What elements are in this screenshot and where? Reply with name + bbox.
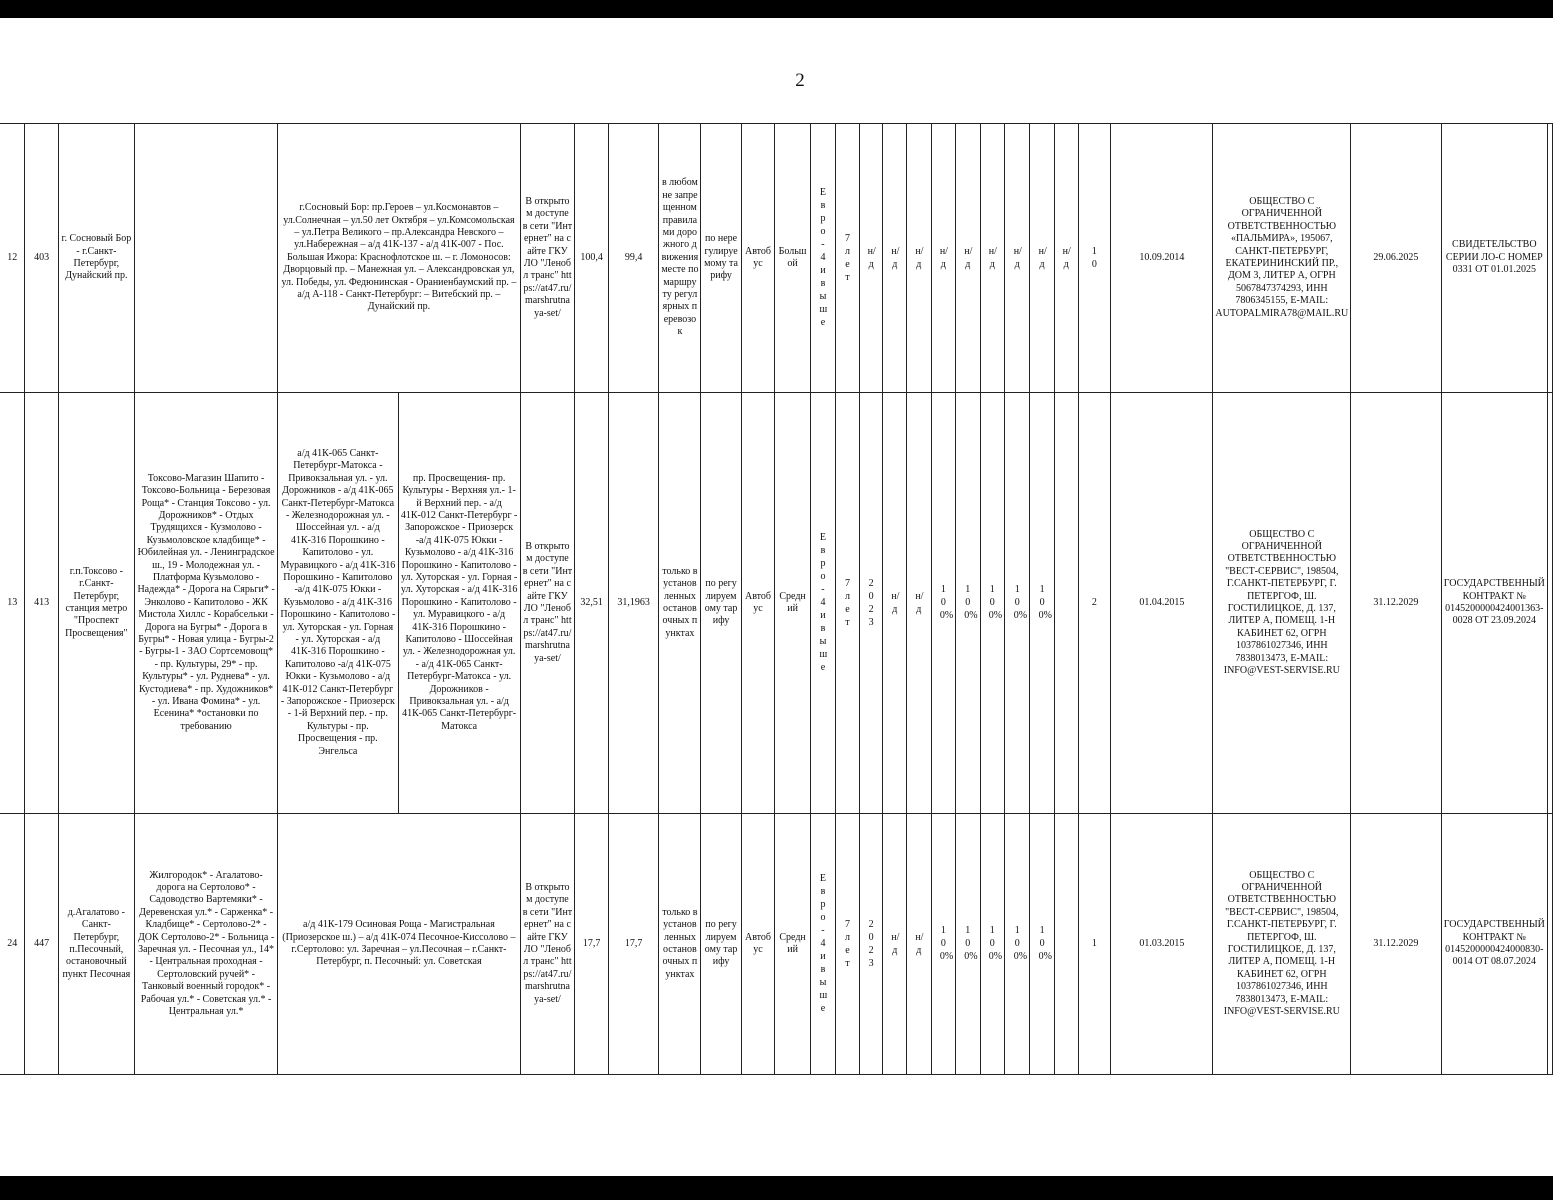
cell-start-date: 01.04.2015	[1111, 393, 1213, 814]
count-8-text: 100%	[1038, 925, 1052, 963]
cell-max-age	[836, 393, 860, 814]
eco-class-text: Евро-4 и выше	[819, 532, 828, 674]
cell-eco-class	[810, 124, 835, 393]
cell-length-forward: 100,4	[575, 124, 609, 393]
cell-empty	[1548, 393, 1553, 814]
cell-count-7	[1005, 393, 1030, 814]
cell-end-date: 31.12.2029	[1351, 393, 1441, 814]
cell-count-8	[1030, 124, 1054, 393]
cell-count-8	[1030, 814, 1054, 1075]
cell-count-5	[956, 393, 980, 814]
cell-count-7	[1005, 814, 1030, 1075]
cell-end-date: 29.06.2025	[1351, 124, 1441, 393]
cell-document: ГОСУДАРСТВЕННЫЙ КОНТРАКТ № 0145200000424001363-0028 ОТ 23.09.2024	[1441, 393, 1547, 814]
cell-vehicle-class: Средний	[775, 814, 810, 1075]
count-6-text: н/д	[988, 245, 997, 270]
count-4-text: 100%	[939, 925, 954, 963]
cell-length-back: 31,1963	[608, 393, 658, 814]
cell-route-name: д.Агалатово - Санкт-Петербург, п.Песочный, остановочный пункт Песочная	[58, 814, 134, 1075]
cell-length-back: 17,7	[608, 814, 658, 1075]
count-5-text: н/д	[964, 245, 973, 270]
cell-count-5	[956, 814, 980, 1075]
max-age-text: 7 лет	[844, 232, 850, 283]
cell-count-3	[907, 393, 931, 814]
count-5-text: 100%	[964, 925, 978, 963]
cell-vehicle-count	[1078, 124, 1111, 393]
cell-streets: г.Сосновый Бор: пр.Героев – ул.Космонавтов – ул.Солнечная – ул.50 лет Октября – ул.Комсомольская – ул.Петра Великого – пр.Александра Невского – ул.Набережная – а/д 41К-137 - а/д 41К-007 - Пос. Большая Ижора: Краснофлотское ш. – г. Ломоносов: Дворцовый пр. – Манежная ул. – Александровская ул, ул. Победы, ул. Федюнинская - Ораниенбаумский пр. – а/д А-118 - Санкт-Петербург: – Витебский пр. – Дунайский пр.	[278, 124, 521, 393]
cell-count-6	[980, 814, 1004, 1075]
cell-vehicle-type: Автобус	[741, 814, 775, 1075]
cell-length-forward: 32,51	[575, 393, 609, 814]
count-2-text: н/д	[891, 931, 900, 956]
cell-carrier: ОБЩЕСТВО С ОГРАНИЧЕННОЙ ОТВЕТСТВЕННОСТЬЮ "ВЕСТ-СЕРВИС", 198504, Г.САНКТ-ПЕТЕРБУРГ, Г. ПЕТЕРГОФ, Ш. ГОСТИЛИЦКОЕ, Д. 137, ЛИТЕР А, ПОМЕЩ. 1-Н КАБИНЕТ 62, ОГРН 1037861027346, ИНН 7838013473, E-MAIL: INFO@VEST-SERVISE.RU	[1213, 393, 1351, 814]
eco-class-text: Евро-4 и выше	[819, 187, 828, 329]
cell-count-2	[883, 814, 907, 1075]
cell-tariff: по нерегулируемому тарифу	[701, 124, 741, 393]
max-age-text: 7 лет	[844, 918, 850, 969]
cell-start-date: 01.03.2015	[1111, 814, 1213, 1075]
count-3-text: н/д	[915, 245, 924, 270]
cell-count-8	[1030, 393, 1054, 814]
cell-num: 13	[0, 393, 25, 814]
cell-count-4	[931, 814, 955, 1075]
cell-document: ГОСУДАРСТВЕННЫЙ КОНТРАКТ № 0145200000424000830-0014 ОТ 08.07.2024	[1441, 814, 1547, 1075]
vehicle-count-text: 1	[1091, 938, 1097, 950]
cell-length-forward: 17,7	[575, 814, 609, 1075]
cell-vehicle-count	[1078, 393, 1111, 814]
count-2-text: н/д	[891, 590, 900, 615]
count-3-text: н/д	[915, 931, 924, 956]
count-5-text: 100%	[964, 584, 978, 622]
cell-count-4	[931, 124, 955, 393]
count-1-text: н/д	[867, 245, 876, 270]
cell-count-2	[883, 393, 907, 814]
count-8-text: н/д	[1038, 245, 1047, 270]
cell-length-back: 99,4	[608, 124, 658, 393]
cell-schedule: В открытом доступе в сети "Интернет" на сайте ГКУ ЛО "Ленобл транс" https://at47.ru/marshrutnaya-set/	[520, 814, 575, 1075]
cell-max-age	[836, 124, 860, 393]
cell-count-6	[980, 393, 1004, 814]
cell-reg-number: 413	[25, 393, 58, 814]
max-age-text: 7 лет	[844, 577, 850, 628]
count-4-text: 100%	[939, 584, 954, 622]
cell-count-9	[1054, 814, 1078, 1075]
cell-eco-class	[810, 814, 835, 1075]
cell-tariff: по регулируемому тарифу	[701, 814, 741, 1075]
page-number: 2	[795, 70, 805, 91]
cell-max-age	[836, 814, 860, 1075]
cell-count-1	[859, 124, 883, 393]
cell-boarding: только в установленных остановочных пунктах	[659, 814, 701, 1075]
cell-vehicle-count	[1078, 814, 1111, 1075]
cell-vehicle-type: Автобус	[741, 393, 775, 814]
cell-end-date: 31.12.2029	[1351, 814, 1441, 1075]
cell-boarding: в любом не запрещенном правилами дорожного движения месте по маршруту регулярных перевозок	[659, 124, 701, 393]
eco-class-text: Евро-4 и выше	[819, 873, 828, 1015]
cell-count-3	[907, 814, 931, 1075]
cell-count-9	[1054, 393, 1078, 814]
cell-num: 12	[0, 124, 25, 393]
cell-vehicle-class: Большой	[775, 124, 810, 393]
cell-reg-number: 447	[25, 814, 58, 1075]
cell-tariff: по регулируемому тарифу	[701, 393, 741, 814]
scan-border-top	[0, 0, 1553, 18]
cell-vehicle-class: Средний	[775, 393, 810, 814]
count-7-text: 100%	[1013, 584, 1028, 622]
cell-start-date: 10.09.2014	[1111, 124, 1213, 393]
cell-empty	[1548, 814, 1553, 1075]
count-3-text: н/д	[915, 590, 924, 615]
cell-count-5	[956, 124, 980, 393]
cell-count-7	[1005, 124, 1030, 393]
cell-stops: Жилгородок* - Агалатово-дорога на Сертолово* - Садоводство Вартемяки* - Деревенская ул.* - Сарженка* - Кладбище* - Сертолово-2* - ДОК Сертолово-2* - Больница - Заречная ул. - Песочная ул., 14* - Центральная проходная - Сертоловский ручей* - Танковый военный городок* - Рабочая ул.* - Советская ул.* - Центральная ул.*	[134, 814, 277, 1075]
cell-reg-number: 403	[25, 124, 58, 393]
cell-count-9	[1054, 124, 1078, 393]
cell-carrier: ОБЩЕСТВО С ОГРАНИЧЕННОЙ ОТВЕТСТВЕННОСТЬЮ "ВЕСТ-СЕРВИС", 198504, Г.САНКТ-ПЕТЕРБУРГ, Г. ПЕТЕРГОФ, Ш. ГОСТИЛИЦКОЕ, Д. 137, ЛИТЕР А, ПОМЕЩ. 1-Н КАБИНЕТ 62, ОГРН 1037861027346, ИНН 7838013473, E-MAIL: INFO@VEST-SERVISE.RU	[1213, 814, 1351, 1075]
cell-streets-reverse: пр. Просвещения- пр. Культуры - Верхняя ул.- 1-й Верхний пер. - а/д 41К-012 Санкт-Петербург - Запорожское - Приозерск -а/д 41К-075 Юкки - Кузьмолово - а/д 41К-316 Порошкино - Капитолово - ул. Хуторская - ул. Горная - ул. Хуторская - а/д 41К-316 Порошкино - Капитолово - ул. Муравицкого - а/д 41К-316 Порошкино - Капитолово - Шоссейная ул. - Железнодорожная ул. - а/д 41К-065 Санкт-Петербург-Матокса - ул. Дорожников - Привокзальная ул. - а/д 41К-065 Санкт-Петербург-Матокса	[398, 393, 520, 814]
count-4-text: н/д	[939, 245, 948, 270]
cell-eco-class	[810, 393, 835, 814]
cell-count-3	[907, 124, 931, 393]
cell-stops	[134, 124, 277, 393]
table-row	[0, 124, 1553, 393]
cell-count-6	[980, 124, 1004, 393]
cell-carrier: ОБЩЕСТВО С ОГРАНИЧЕННОЙ ОТВЕТСТВЕННОСТЬЮ «ПАЛЬМИРА», 195067, САНКТ-ПЕТЕРБУРГ, ЕКАТЕРИНИНСКИЙ ПР., ДОМ 3, ЛИТЕР А, ОГРН 5067847374293, ИНН 7806345155, E-MAIL: AUTOPALMIRA78@MAIL.RU	[1213, 124, 1351, 393]
scan-border-bottom	[0, 1176, 1553, 1200]
count-8-text: 100%	[1038, 584, 1052, 622]
cell-schedule: В открытом доступе в сети "Интернет" на сайте ГКУ ЛО "Ленобл транс" https://at47.ru/marshrutnaya-set/	[520, 393, 575, 814]
table-row	[0, 814, 1553, 1075]
table-row	[0, 393, 1553, 814]
cell-count-1	[859, 393, 883, 814]
cell-document: СВИДЕТЕЛЬСТВО СЕРИИ ЛО-С НОМЕР 0331 ОТ 01.01.2025	[1441, 124, 1547, 393]
cell-count-4	[931, 393, 955, 814]
count-6-text: 100%	[988, 925, 1003, 963]
cell-boarding: только в установленных остановочных пунктах	[659, 393, 701, 814]
routes-table	[0, 123, 1553, 1075]
cell-count-1	[859, 814, 883, 1075]
cell-num: 24	[0, 814, 25, 1075]
vehicle-count-text: 2	[1091, 597, 1097, 609]
count-9-text: н/д	[1062, 245, 1071, 270]
cell-route-name: г.п.Токсово - г.Санкт-Петербург, станция метро "Проспект Просвещения"	[58, 393, 134, 814]
cell-count-2	[883, 124, 907, 393]
cell-schedule: В открытом доступе в сети "Интернет" на сайте ГКУ ЛО "Ленобл транс" https://at47.ru/marshrutnaya-set/	[520, 124, 575, 393]
cell-streets: а/д 41К-179 Осиновая Роща - Магистральная (Приозерское ш.) – а/д 41К-074 Песочное-Киссолово – г.Сертолово: ул. Заречная – ул.Песочная – г.Санкт-Петербург, п. Песочный: ул. Советская	[278, 814, 521, 1075]
count-7-text: н/д	[1013, 245, 1022, 270]
cell-stops: Токсово-Магазин Шапито - Токсово-Больница - Березовая Роща* - Станция Токсово - ул. Дорожников* - Отдых Трудящихся - Кузмолово - Кузьмоловское кладбище* - Юбилейная ул. - Ленинградское ш., 19 - Молодежная ул. - Платформа Кузьмолово - Надежда* - Дорога на Сярьги* - Энколово - Капитолово - ЖК Мистола Хиллс - Корабсельки - Дорога на Бугры* - Дорога в Бугры* - Новая улица - Бугры-2 - Бугры-1 - ЗАО Сортсемовощ* - пр. Культуры, 29* - пр. Культуры* - ул. Руднева* - ул. Кустодиева* - пр. Художников* - ул. Ивана Фомина* - ул. Есенина* *остановки по требованию	[134, 393, 277, 814]
cell-vehicle-type: Автобус	[741, 124, 775, 393]
count-6-text: 100%	[988, 584, 1003, 622]
count-1-text: 2023	[868, 577, 874, 628]
count-7-text: 100%	[1013, 925, 1028, 963]
cell-route-name: г. Сосновый Бор - г.Санкт-Петербург, Дунайский пр.	[58, 124, 134, 393]
vehicle-count-text: 10	[1091, 245, 1097, 270]
cell-streets: а/д 41К-065 Санкт-Петербург-Матокса - Привокзальная ул. - ул. Дорожников - а/д 41К-065 Санкт-Петербург-Матокса - Железнодорожная ул. - Шоссейная ул. - а/д 41К-316 Порошкино - Капитолово - ул. Муравицкого - а/д 41К-316 Порошкино - Капитолово -а/д 41К-075 Юкки - Кузьмолово - а/д 41К-316 Порошкино - Капитолово - ул. Хуторская - ул. Горная - ул. Хуторская - а/д 41К-316 Порошкино - Капитолово -а/д 41К-075 Юкки - Кузьмолово - а/д 41К-012 Санкт-Петербург - Запорожское - Приозерск - 1-й Верхний пер. - пр. Культуры - пр. Просвещения - пр. Энгельса	[278, 393, 398, 814]
cell-empty	[1548, 124, 1553, 393]
count-1-text: 2023	[868, 918, 874, 969]
count-2-text: н/д	[891, 245, 900, 270]
